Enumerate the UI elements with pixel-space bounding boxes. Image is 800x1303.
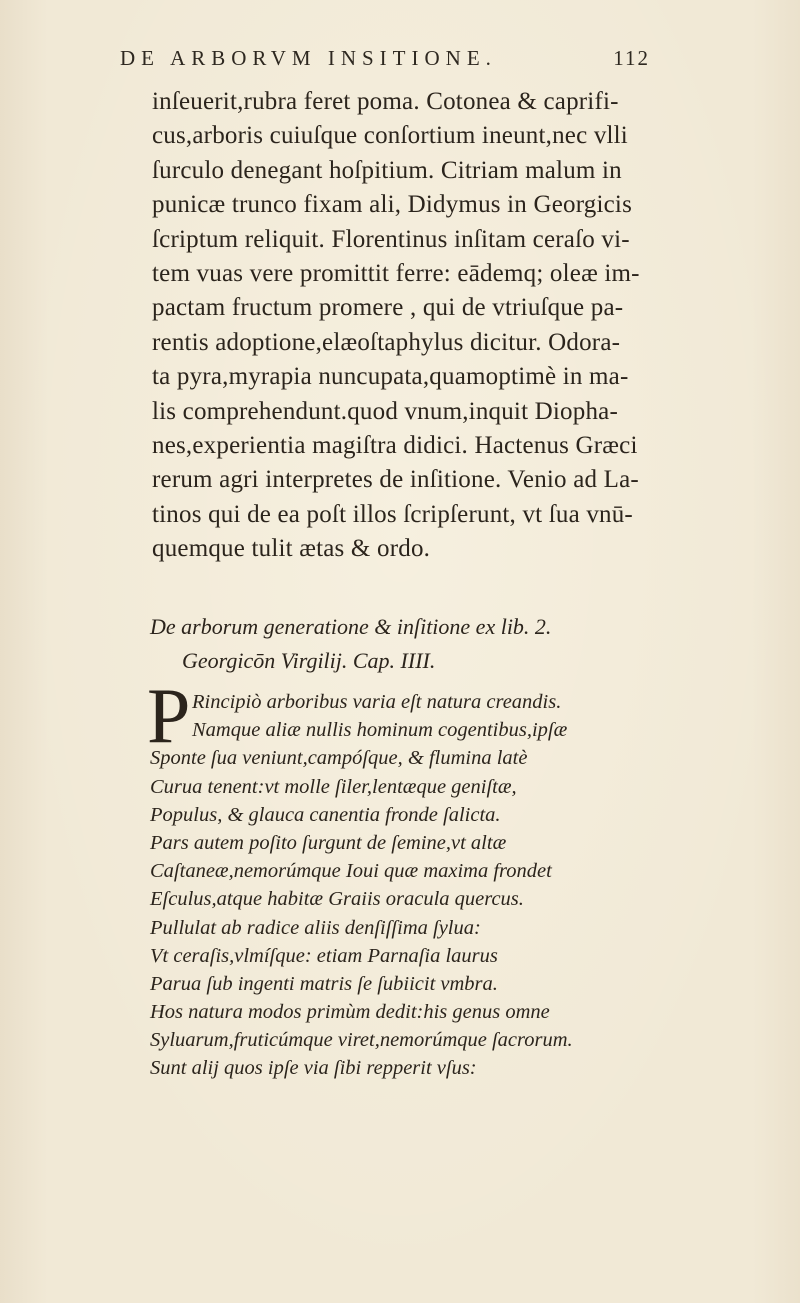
- drop-cap: P: [147, 672, 191, 759]
- verse-line: Curua tenent:vt molle ſiler,lentæque geniſtæ,: [150, 775, 517, 798]
- chapter-heading: [150, 610, 670, 678]
- verse-line: Syluarum,fruticúmque viret,nemorúmque ſacrorum.: [150, 1029, 573, 1052]
- verse-line: Namque aliæ nullis hominum cogentibus,ipſæ: [192, 719, 568, 742]
- text-line: cus,arboris cuiuſque conſortium ineunt,nec vlli: [152, 122, 628, 150]
- verse-block: [150, 688, 680, 1083]
- verse-line: Sponte ſua veniunt,campóſque, & flumina latè: [150, 747, 528, 770]
- text-line: ta pyra,myrapia nuncupata,quamoptimè in ma-: [152, 363, 629, 391]
- text-line: pactam fructum promere , qui de vtriuſque pa-: [152, 294, 624, 322]
- text-line: tem vuas vere promittit ferre: eādemq; oleæ im-: [152, 259, 640, 287]
- text-line: punicæ trunco fixam ali, Didymus in Georgicis: [152, 191, 632, 219]
- text-line: rentis adoptione,elæoſtaphylus dicitur. Odora-: [152, 328, 621, 356]
- verse-line: Sunt alij quos ipſe via ſibi repperit vſus:: [150, 1057, 477, 1080]
- verse-line: Populus, & glauca canentia fronde ſalicta.: [150, 803, 501, 826]
- text-line: ſurculo denegant hoſpitium. Citriam malum in: [152, 156, 622, 184]
- verse-line: Caſtaneæ,nemorúmque Ioui quæ maxima frondet: [150, 860, 552, 883]
- verse-line: Hos natura modos primùm dedit:his genus omne: [150, 1001, 550, 1024]
- verse-line: Parua ſub ingenti matris ſe ſubiicit vmbra.: [150, 972, 498, 995]
- running-head: [120, 36, 650, 76]
- verse-line: Pars autem poſito ſurgunt de ſemine,vt altæ: [150, 831, 507, 854]
- running-head-title: DE ARBORVM INSITIONE.: [120, 46, 497, 70]
- text-line: ſcriptum reliquit. Florentinus inſitam ceraſo vi-: [152, 225, 630, 253]
- chapter-heading-line-2: Georgicōn Virgilij. Cap. IIII.: [182, 648, 436, 673]
- text-line: nes,experientia magiſtra didici. Hactenus Græci: [152, 431, 638, 459]
- text-line: rerum agri interpretes de inſitione. Venio ad La-: [152, 466, 639, 494]
- text-line: tinos qui de ea poſt illos ſcripſerunt, vt ſua vnū-: [152, 500, 633, 528]
- text-line: lis comprehendunt.quod vnum,inquit Diopha-: [152, 397, 618, 425]
- verse-line: Eſculus,atque habitæ Graiis oracula quercus.: [150, 888, 524, 911]
- text-line: quemque tulit ætas & ordo.: [152, 535, 431, 563]
- chapter-heading-line-1: De arborum generatione & inſitione ex lib. 2.: [150, 614, 552, 639]
- verse-line: Vt ceraſis,vlmíſque: etiam Parnaſia laurus: [150, 944, 498, 967]
- page-number: 112: [613, 46, 650, 70]
- verse-line: Rincipiò arboribus varia eſt natura creandis.: [192, 691, 562, 713]
- body-paragraph: [152, 85, 652, 566]
- text-line: inſeuerit,rubra feret poma. Cotonea & caprifi-: [152, 88, 619, 115]
- verse-line: Pullulat ab radice aliis denſiſſima ſylua:: [150, 916, 481, 939]
